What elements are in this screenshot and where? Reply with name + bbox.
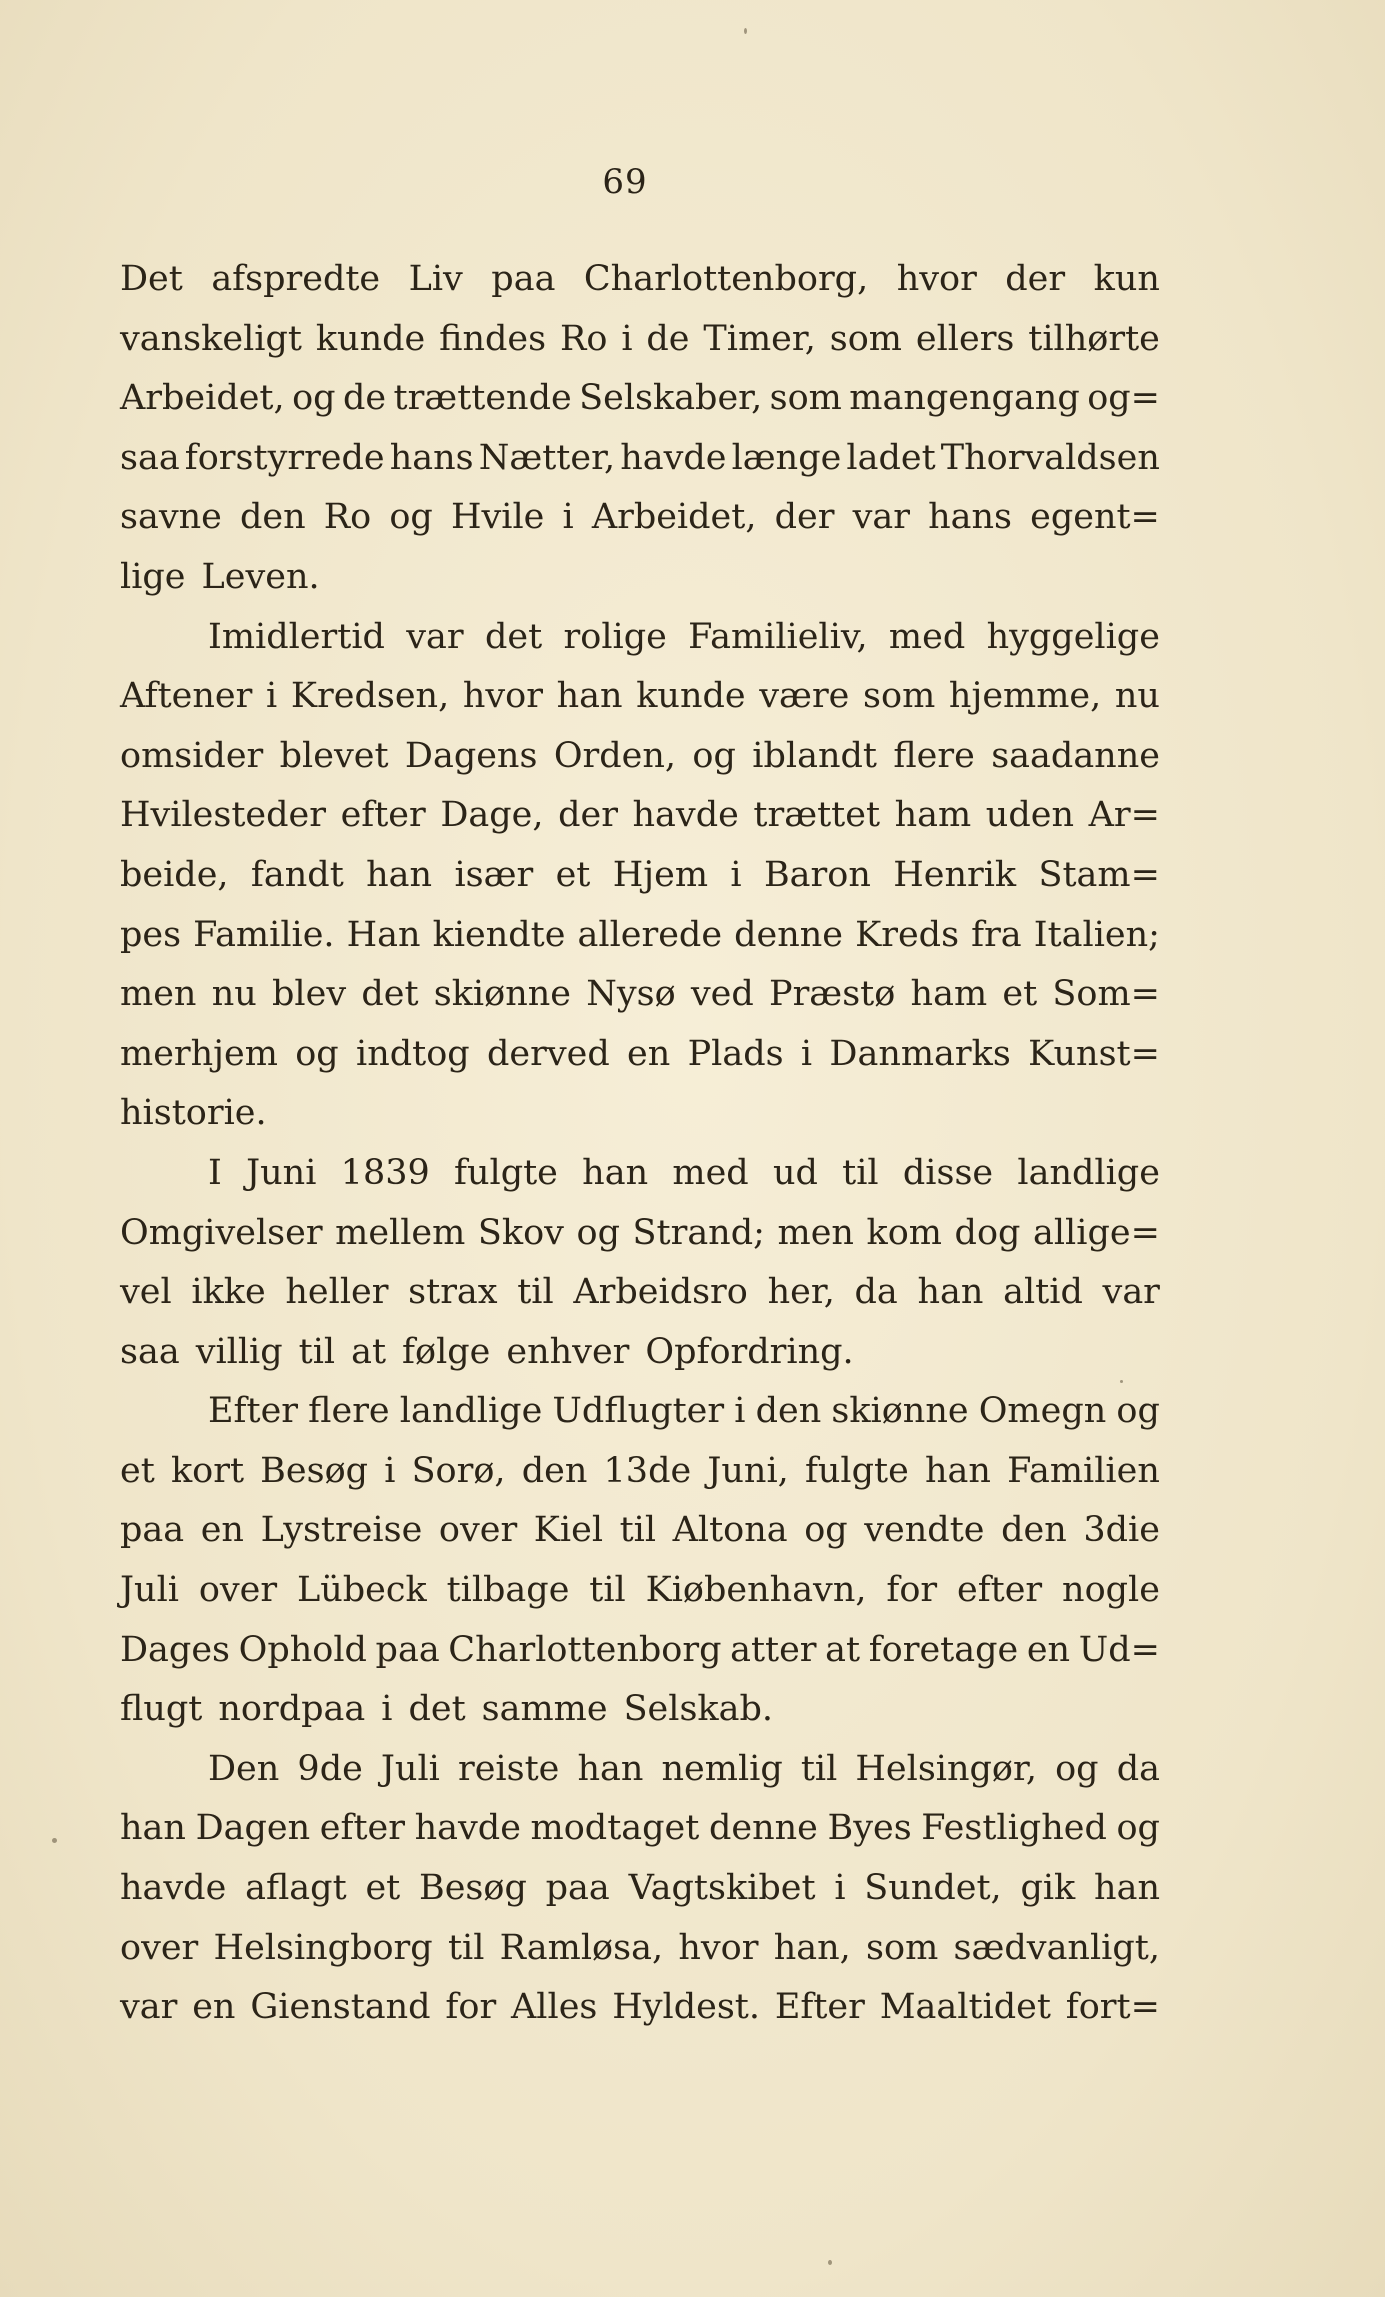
- word: Kreds: [855, 914, 960, 955]
- text-line: [120, 608, 1160, 668]
- word: at: [825, 1629, 861, 1670]
- word: Selskab.: [623, 1689, 774, 1730]
- word: 3die: [1083, 1510, 1160, 1551]
- word: historie.: [120, 1093, 267, 1134]
- word: fandt: [250, 854, 344, 895]
- word: han: [924, 1450, 991, 1491]
- text-line: [120, 1799, 1160, 1859]
- word: modtaget: [530, 1808, 700, 1849]
- word: Familieliv,: [688, 616, 868, 657]
- paper-speck: [1120, 1380, 1123, 1383]
- word: kort: [170, 1450, 245, 1491]
- word: Juni,: [707, 1450, 789, 1491]
- word: Helsingborg: [213, 1927, 433, 1968]
- word: Baron: [763, 854, 871, 895]
- word: Byes: [827, 1808, 912, 1849]
- word: han: [1094, 1868, 1160, 1909]
- word: var: [120, 1987, 178, 2028]
- word: den: [755, 1391, 822, 1432]
- word: i: [800, 1033, 813, 1074]
- word: Ar=: [1088, 795, 1160, 836]
- word: ladet: [846, 437, 936, 478]
- word: atter: [730, 1629, 817, 1670]
- text-line: [120, 1382, 1160, 1442]
- word: han: [577, 1748, 644, 1789]
- word: Festlighed: [921, 1808, 1107, 1849]
- word: allerede: [577, 914, 723, 955]
- word: Maaltidet: [879, 1987, 1051, 2028]
- word: Imidlertid: [208, 616, 385, 657]
- word: Timer,: [703, 318, 816, 359]
- word: et: [555, 854, 591, 895]
- word: kunde: [315, 318, 426, 359]
- word: Orden,: [553, 735, 677, 776]
- word: kunde: [636, 676, 746, 717]
- word: som: [829, 318, 902, 359]
- word: denne: [708, 1808, 818, 1849]
- word: Omegn: [978, 1391, 1107, 1432]
- word: nordpaa: [218, 1689, 366, 1730]
- word: reiste: [457, 1748, 560, 1789]
- word: Ro: [323, 497, 372, 538]
- word: længe: [731, 437, 842, 478]
- word: Ophold: [238, 1629, 367, 1670]
- word: Efter: [774, 1987, 865, 2028]
- word: i: [621, 318, 633, 359]
- word: Sundet,: [864, 1868, 1002, 1909]
- word: efter: [319, 1808, 405, 1849]
- word: Ud=: [1078, 1629, 1160, 1670]
- word: Familie.: [193, 914, 335, 955]
- word: Italien;: [1033, 914, 1160, 955]
- word: vendte: [864, 1510, 985, 1551]
- word: vanskeligt: [120, 318, 302, 359]
- word: Danmarks: [829, 1033, 1011, 1074]
- word: i: [381, 1689, 393, 1730]
- word: han: [917, 1272, 984, 1313]
- word: hans: [928, 497, 1012, 538]
- word: over: [198, 1570, 278, 1611]
- word: paa: [120, 1510, 185, 1551]
- word: Dage,: [440, 795, 544, 836]
- word: over: [120, 1927, 199, 1968]
- text-line: [120, 1204, 1160, 1264]
- word: ved: [690, 974, 754, 1015]
- text-line: [120, 429, 1160, 489]
- word: det: [484, 616, 543, 657]
- word: Ro: [559, 318, 608, 359]
- word: beide,: [120, 854, 229, 895]
- word: tilbage: [446, 1570, 570, 1611]
- word: Arbeidet,: [591, 497, 757, 538]
- word: skiønne: [433, 974, 571, 1015]
- text-line: [120, 1561, 1160, 1621]
- word: der: [558, 795, 618, 836]
- text-line: [120, 965, 1160, 1025]
- word: aflagt: [245, 1868, 347, 1909]
- word: til: [800, 1748, 838, 1789]
- word: Udflugter: [552, 1391, 725, 1432]
- word: hvor: [462, 676, 543, 717]
- word: Dagen: [195, 1808, 311, 1849]
- word: og=: [1087, 378, 1160, 419]
- word: forstyrrede: [184, 437, 385, 478]
- word: som: [863, 676, 936, 717]
- word: saa: [120, 437, 180, 478]
- word: Juni: [246, 1152, 317, 1193]
- word: paa: [545, 1868, 610, 1909]
- word: Stam=: [1038, 854, 1160, 895]
- word: det: [408, 1689, 466, 1730]
- text-line: [120, 1740, 1160, 1800]
- word: var: [406, 616, 464, 657]
- word: kom: [866, 1212, 942, 1253]
- page-number: 69: [602, 162, 648, 202]
- word: blevet: [279, 735, 389, 776]
- word: Helsingør,: [855, 1748, 1038, 1789]
- word: gik: [1020, 1868, 1076, 1909]
- word: og: [389, 497, 433, 538]
- word: var: [1102, 1272, 1160, 1313]
- word: fra: [971, 914, 1022, 955]
- word: men: [120, 974, 197, 1015]
- word: følge: [402, 1331, 491, 1372]
- word: i: [562, 497, 574, 538]
- word: til: [589, 1570, 626, 1611]
- word: mellem: [335, 1212, 466, 1253]
- word: da: [854, 1272, 898, 1313]
- text-line: [120, 1025, 1160, 1085]
- text-line: [120, 1084, 1160, 1144]
- word: et: [120, 1450, 155, 1491]
- word: Efter: [208, 1391, 299, 1432]
- word: være: [759, 676, 850, 717]
- word: havde: [620, 437, 727, 478]
- word: afspredte: [211, 259, 381, 299]
- text-line: [120, 488, 1160, 548]
- word: paa: [375, 1629, 440, 1670]
- word: samme: [481, 1689, 608, 1730]
- word: for: [886, 1570, 938, 1611]
- word: over: [438, 1510, 518, 1551]
- word: Plads: [687, 1033, 784, 1074]
- word: enhver: [506, 1331, 630, 1372]
- text-line: [120, 1919, 1160, 1979]
- text-line: [120, 906, 1160, 966]
- word: Lübeck: [296, 1570, 427, 1611]
- word: Juli: [120, 1570, 179, 1611]
- word: 13de: [603, 1450, 692, 1491]
- word: Gienstand: [250, 1987, 431, 2028]
- word: han: [366, 854, 433, 895]
- word: og: [804, 1510, 848, 1551]
- word: Lystreise: [260, 1510, 423, 1551]
- word: Altona: [672, 1510, 788, 1551]
- word: paa: [491, 259, 556, 299]
- word: i: [730, 854, 742, 895]
- text-line: [120, 1501, 1160, 1561]
- text-line: [120, 1263, 1160, 1323]
- word: havde: [120, 1868, 227, 1909]
- word: efter: [956, 1570, 1043, 1611]
- text-line: [120, 1859, 1160, 1919]
- word: Alles: [511, 1987, 598, 2028]
- word: en: [200, 1510, 244, 1551]
- word: derved: [487, 1033, 610, 1074]
- word: Han: [346, 914, 421, 955]
- word: merhjem: [120, 1033, 278, 1074]
- word: den: [1001, 1510, 1067, 1551]
- word: flugt: [120, 1689, 203, 1730]
- word: Charlottenborg: [448, 1629, 722, 1670]
- word: han: [582, 1152, 649, 1193]
- word: Besøg: [419, 1868, 527, 1909]
- word: Omgivelser: [120, 1212, 323, 1253]
- word: de: [342, 378, 387, 419]
- word: nemlig: [661, 1748, 783, 1789]
- word: i: [834, 1868, 846, 1909]
- word: Det: [120, 259, 183, 299]
- word: 9de: [297, 1748, 363, 1789]
- word: et: [1002, 974, 1038, 1015]
- word: Charlottenborg,: [583, 259, 869, 299]
- text-line: [120, 1621, 1160, 1681]
- word: en: [192, 1987, 236, 2028]
- word: for: [445, 1987, 497, 2028]
- word: han,: [773, 1927, 851, 1968]
- word: Thorvaldsen: [940, 437, 1160, 478]
- word: disse: [902, 1152, 994, 1193]
- word: med: [888, 616, 966, 657]
- word: Besøg: [260, 1450, 369, 1491]
- word: Dages: [120, 1629, 231, 1670]
- word: hvor: [896, 259, 977, 299]
- word: Kredsen,: [290, 676, 450, 717]
- text-line: [120, 369, 1160, 429]
- word: Ramløsa,: [499, 1927, 664, 1968]
- word: trættet: [753, 795, 881, 836]
- word: foretage: [868, 1629, 1019, 1670]
- word: Liv: [408, 259, 463, 299]
- text-line: [120, 310, 1160, 370]
- word: da: [1116, 1748, 1160, 1789]
- word: Præstø: [769, 974, 896, 1015]
- text-line: [120, 1323, 1160, 1383]
- word: det: [361, 974, 419, 1015]
- word: og: [1116, 1808, 1160, 1849]
- word: og: [292, 378, 336, 419]
- word: Leven.: [201, 556, 320, 597]
- word: Juli: [380, 1748, 440, 1789]
- word: I: [208, 1152, 222, 1193]
- text-line: [120, 250, 1160, 310]
- word: hvor: [678, 1927, 759, 1968]
- word: havde: [414, 1808, 521, 1849]
- word: Arbeidet,: [120, 378, 285, 419]
- word: Kiøbenhavn,: [645, 1570, 867, 1611]
- word: til: [517, 1272, 554, 1313]
- word: dog: [954, 1212, 1021, 1253]
- word: altid: [1003, 1272, 1083, 1313]
- word: ham: [894, 795, 972, 836]
- word: hyggelige: [986, 616, 1160, 657]
- word: til: [298, 1331, 336, 1372]
- word: en: [627, 1033, 671, 1074]
- text-line: [120, 727, 1160, 787]
- word: heller: [285, 1272, 389, 1313]
- text-line: [120, 1680, 1160, 1740]
- word: vel: [120, 1272, 172, 1313]
- word: Hvilesteder: [120, 795, 326, 836]
- word: Nysø: [586, 974, 676, 1015]
- word: indtog: [356, 1033, 470, 1074]
- paper-speck: [744, 28, 747, 34]
- word: fulgte: [454, 1152, 558, 1193]
- word: efter: [340, 795, 426, 836]
- word: ellers: [915, 318, 1015, 359]
- word: et: [365, 1868, 401, 1909]
- word: lige: [120, 556, 186, 597]
- word: i: [266, 676, 278, 717]
- body-text: [120, 250, 1160, 2038]
- text-line: [120, 667, 1160, 727]
- word: Som=: [1052, 974, 1160, 1015]
- word: Hvile: [450, 497, 545, 538]
- word: til: [842, 1152, 879, 1193]
- word: Henrik: [893, 854, 1017, 895]
- word: fort=: [1065, 1987, 1160, 2028]
- word: rolige: [563, 616, 667, 657]
- word: i: [384, 1450, 396, 1491]
- word: skiønne: [831, 1391, 969, 1432]
- word: havde: [632, 795, 739, 836]
- word: var: [852, 497, 910, 538]
- word: til: [619, 1510, 657, 1551]
- word: som: [866, 1927, 939, 1968]
- word: allige=: [1033, 1212, 1160, 1253]
- word: og: [295, 1033, 339, 1074]
- word: trættende: [393, 378, 572, 419]
- word: han: [556, 676, 623, 717]
- text-line: [120, 846, 1160, 906]
- text-line: [120, 548, 1160, 608]
- word: de: [646, 318, 690, 359]
- word: Den: [208, 1748, 280, 1789]
- word: Sorø,: [411, 1450, 506, 1491]
- word: findes: [439, 318, 547, 359]
- word: Nætter,: [478, 437, 616, 478]
- word: Hyldest.: [612, 1987, 760, 2028]
- word: den: [521, 1450, 588, 1491]
- word: landlige: [1017, 1152, 1160, 1193]
- word: mangengang: [849, 378, 1080, 419]
- word: i: [734, 1391, 746, 1432]
- word: og: [1055, 1748, 1099, 1789]
- word: men: [777, 1212, 854, 1253]
- word: at: [351, 1331, 387, 1372]
- word: egent=: [1030, 497, 1160, 538]
- word: nu: [211, 974, 257, 1015]
- word: Strand;: [632, 1212, 765, 1253]
- word: der: [1005, 259, 1066, 299]
- word: flere: [308, 1391, 390, 1432]
- word: strax: [408, 1272, 498, 1313]
- text-line: [120, 1144, 1160, 1204]
- word: ikke: [191, 1272, 266, 1313]
- word: nogle: [1062, 1570, 1160, 1611]
- word: uden: [985, 795, 1074, 836]
- word: Selskaber,: [579, 378, 763, 419]
- word: ud: [772, 1152, 818, 1193]
- word: iblandt: [752, 735, 877, 776]
- word: her,: [767, 1272, 835, 1313]
- text-line: [120, 786, 1160, 846]
- word: pes: [120, 914, 182, 955]
- word: og: [576, 1212, 620, 1253]
- word: villig: [195, 1331, 283, 1372]
- word: kiendte: [432, 914, 566, 955]
- word: der: [774, 497, 835, 538]
- word: Skov: [477, 1212, 564, 1253]
- word: og: [1116, 1391, 1160, 1432]
- word: med: [672, 1152, 749, 1193]
- word: saadanne: [991, 735, 1160, 776]
- word: som: [769, 378, 842, 419]
- word: sædvanligt,: [953, 1927, 1160, 1968]
- word: saa: [120, 1331, 180, 1372]
- word: Familien: [1007, 1450, 1160, 1491]
- word: Kunst=: [1028, 1033, 1160, 1074]
- word: ham: [910, 974, 988, 1015]
- word: Hjem: [612, 854, 709, 895]
- word: 1839: [340, 1152, 430, 1193]
- word: især: [454, 854, 534, 895]
- word: og: [692, 735, 736, 776]
- word: til: [447, 1927, 485, 1968]
- word: hjemme,: [948, 676, 1102, 717]
- paper-speck: [52, 1838, 57, 1843]
- word: den: [239, 497, 306, 538]
- word: Aftener: [120, 676, 253, 717]
- word: flere: [893, 735, 975, 776]
- word: Vagtskibet: [628, 1868, 816, 1909]
- word: han: [120, 1808, 186, 1849]
- word: Opfordring.: [645, 1331, 854, 1372]
- word: hans: [389, 437, 474, 478]
- word: nu: [1114, 676, 1160, 717]
- word: kun: [1093, 259, 1160, 299]
- word: blev: [272, 974, 347, 1015]
- word: denne: [734, 914, 844, 955]
- word: savne: [120, 497, 222, 538]
- word: en: [1026, 1629, 1071, 1670]
- word: Arbeidsro: [573, 1272, 748, 1313]
- word: Kiel: [533, 1510, 604, 1551]
- word: Dagens: [404, 735, 538, 776]
- word: omsider: [120, 735, 264, 776]
- word: tilhørte: [1028, 318, 1160, 359]
- word: fulgte: [804, 1450, 909, 1491]
- text-line: [120, 1978, 1160, 2038]
- text-line: [120, 1442, 1160, 1502]
- word: landlige: [399, 1391, 543, 1432]
- paper-speck: [828, 2260, 832, 2265]
